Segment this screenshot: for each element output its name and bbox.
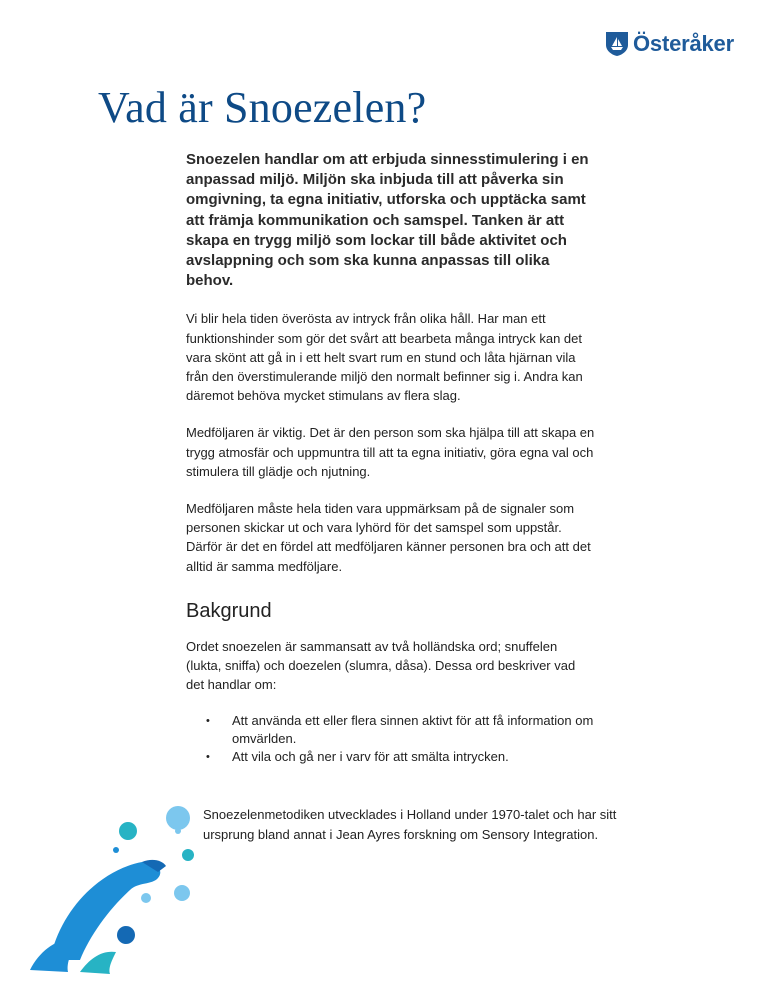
dolphin-bubbles-icon	[20, 800, 220, 975]
section-intro: Ordet snoezelen är sammansatt av två holländska ord; snuffelen (lukta, sniffa) och doezelen (slumra, dåsa). Dessa ord beskriver vad det handlar om:	[186, 638, 576, 693]
page-title: Vad är Snoezelen?	[98, 83, 427, 132]
bullet-list	[186, 712, 596, 766]
list-item-text: Att använda ett eller flera sinnen aktivt för att få information om omvärlden.	[232, 713, 594, 747]
list-item-text: Att vila och gå ner i varv för att smälta intrycken.	[232, 749, 509, 765]
list-item	[206, 748, 596, 766]
body-paragraph: Vi blir hela tiden överösta av intryck från olika håll. Har man ett funktionshinder som gör det svårt att bearbeta många intryck kan det vara skönt att gå in i ett helt svart rum en stund och låta hjärnan vila från den överstimulerande miljö den normalt befinner sig i. Andra kan däremot behöva mycket stimulans av flera slag.	[186, 311, 583, 404]
history-paragraph: Snoezelenmetodiken utvecklades i Holland under 1970-talet och har sitt ursprung bland annat i Jean Ayres forskning om Sensory Integration.	[203, 807, 617, 842]
body-paragraph: Medföljaren är viktig. Det är den person som ska hjälpa till att skapa en trygg atmosfär och uppmuntra till att ta egna initiativ, göra egna val och stimulera till glädje och njutning.	[186, 425, 595, 479]
bullet-glyph: •	[206, 715, 210, 728]
bullet-glyph: •	[206, 751, 210, 764]
section-heading: Bakgrund	[186, 599, 272, 622]
logo-text: Österåker	[633, 31, 734, 56]
shield-ship-icon	[605, 31, 629, 57]
list-item	[206, 712, 596, 748]
main-content	[186, 150, 596, 780]
body-paragraph: Medföljaren måste hela tiden vara uppmärksam på de signaler som personen skickar ut och vara lyhörd för det samspel som uppstår. Därför är det en fördel att medföljaren känner personen bra och att det alltid är samma medföljare.	[186, 501, 591, 574]
lead-paragraph: Snoezelen handlar om att erbjuda sinnesstimulering i en anpassad miljö. Miljön ska inbjuda till att påverka sin omgivning, ta egna initiativ, utforska och upptäcka samt att främja kommunikation och samspel. Tanken är att skapa en trygg miljö som lockar till både aktivitet och avslappning och som ska kunna anpassas till olika behov.	[186, 151, 589, 290]
logo	[605, 31, 734, 57]
